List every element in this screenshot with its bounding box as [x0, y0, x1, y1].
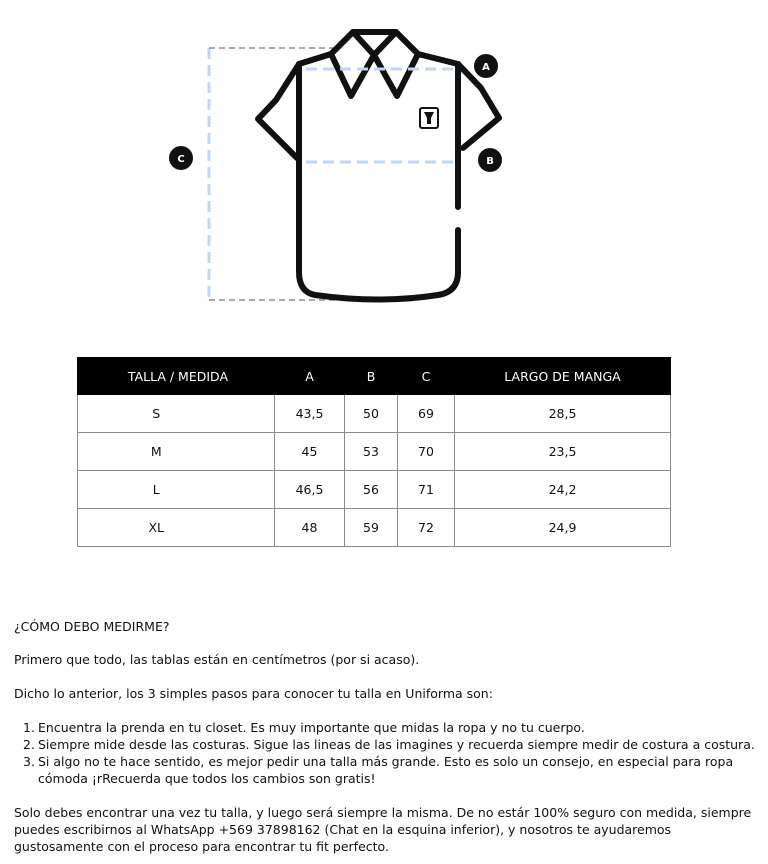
step-text: Siempre mide desde las costuras. Sigue las lineas de las imagines y recuerda siempre medir de costura a costura. — [38, 737, 755, 752]
measure-line-c — [209, 48, 338, 300]
cell-talla: L — [78, 471, 235, 509]
header-c: C — [398, 358, 455, 395]
cell-c: 69 — [398, 395, 455, 433]
cell-manga: 28,5 — [455, 395, 671, 433]
shirt-measurement-diagram — [0, 0, 768, 330]
marker-a — [474, 54, 498, 78]
cell-manga: 23,5 — [455, 433, 671, 471]
svg-text:A: A — [482, 62, 490, 73]
header-spacer — [235, 358, 275, 395]
marker-b — [478, 148, 502, 172]
cell-a: 43,5 — [275, 395, 345, 433]
size-table — [77, 357, 671, 547]
svg-text:B: B — [486, 156, 494, 167]
cell-a: 48 — [275, 509, 345, 547]
step-number: 2. — [23, 737, 35, 752]
guide-outro: Solo debes encontrar una vez tu talla, y luego será siempre la misma. De no estár 100% seguro con medida, siempre puedes escribirnos al WhatsApp +569 37898162 (Chat en la esquina inferior), y nosotros te ayudaremos gustosamente con el proceso para encontrar tu fit perfecto. — [14, 805, 752, 854]
cell-b: 53 — [345, 433, 398, 471]
cell-talla: S — [78, 395, 235, 433]
cell-spacer — [235, 395, 275, 433]
polo-shirt-outline-icon — [258, 32, 499, 300]
cell-b: 50 — [345, 395, 398, 433]
table-row — [78, 471, 671, 509]
cell-manga: 24,9 — [455, 509, 671, 547]
cell-talla: M — [78, 433, 235, 471]
cell-c: 72 — [398, 509, 455, 547]
table-row — [78, 433, 671, 471]
cell-c: 71 — [398, 471, 455, 509]
cell-c: 70 — [398, 433, 455, 471]
cell-spacer — [235, 433, 275, 471]
logo-tie-icon — [420, 108, 438, 128]
guide-intro-units: Primero que todo, las tablas están en centímetros (por si acaso). — [14, 652, 420, 667]
cell-spacer — [235, 471, 275, 509]
svg-text:C: C — [177, 154, 185, 165]
cell-b: 56 — [345, 471, 398, 509]
guide-steps-list — [14, 719, 762, 787]
cell-manga: 24,2 — [455, 471, 671, 509]
table-row — [78, 395, 671, 433]
cell-talla: XL — [78, 509, 235, 547]
header-b: B — [345, 358, 398, 395]
step-number: 3. — [23, 754, 35, 769]
step-text: Si algo no te hace sentido, es mejor pedir una talla más grande. Esto es solo un consejo, en especial para ropa cómoda ¡rRecuerda que todos los cambios son gratis! — [38, 754, 734, 786]
cell-a: 45 — [275, 433, 345, 471]
step-number: 1. — [23, 720, 35, 735]
guide-intro-steps: Dicho lo anterior, los 3 simples pasos para conocer tu talla en Uniforma son: — [14, 686, 493, 701]
cell-a: 46,5 — [275, 471, 345, 509]
list-item — [14, 719, 762, 736]
header-largo-de-manga: LARGO DE MANGA — [455, 358, 671, 395]
guide-heading: ¿CÓMO DEBO MEDIRME? — [14, 619, 170, 634]
cell-b: 59 — [345, 509, 398, 547]
marker-c — [169, 146, 193, 170]
header-a: A — [275, 358, 345, 395]
list-item — [14, 736, 762, 753]
size-table-header — [78, 358, 671, 395]
cell-spacer — [235, 509, 275, 547]
header-talla-medida: TALLA / MEDIDA — [78, 358, 235, 395]
table-row — [78, 509, 671, 547]
step-text: Encuentra la prenda en tu closet. Es muy importante que midas la ropa y no tu cuerpo. — [38, 720, 585, 735]
list-item — [14, 753, 762, 787]
